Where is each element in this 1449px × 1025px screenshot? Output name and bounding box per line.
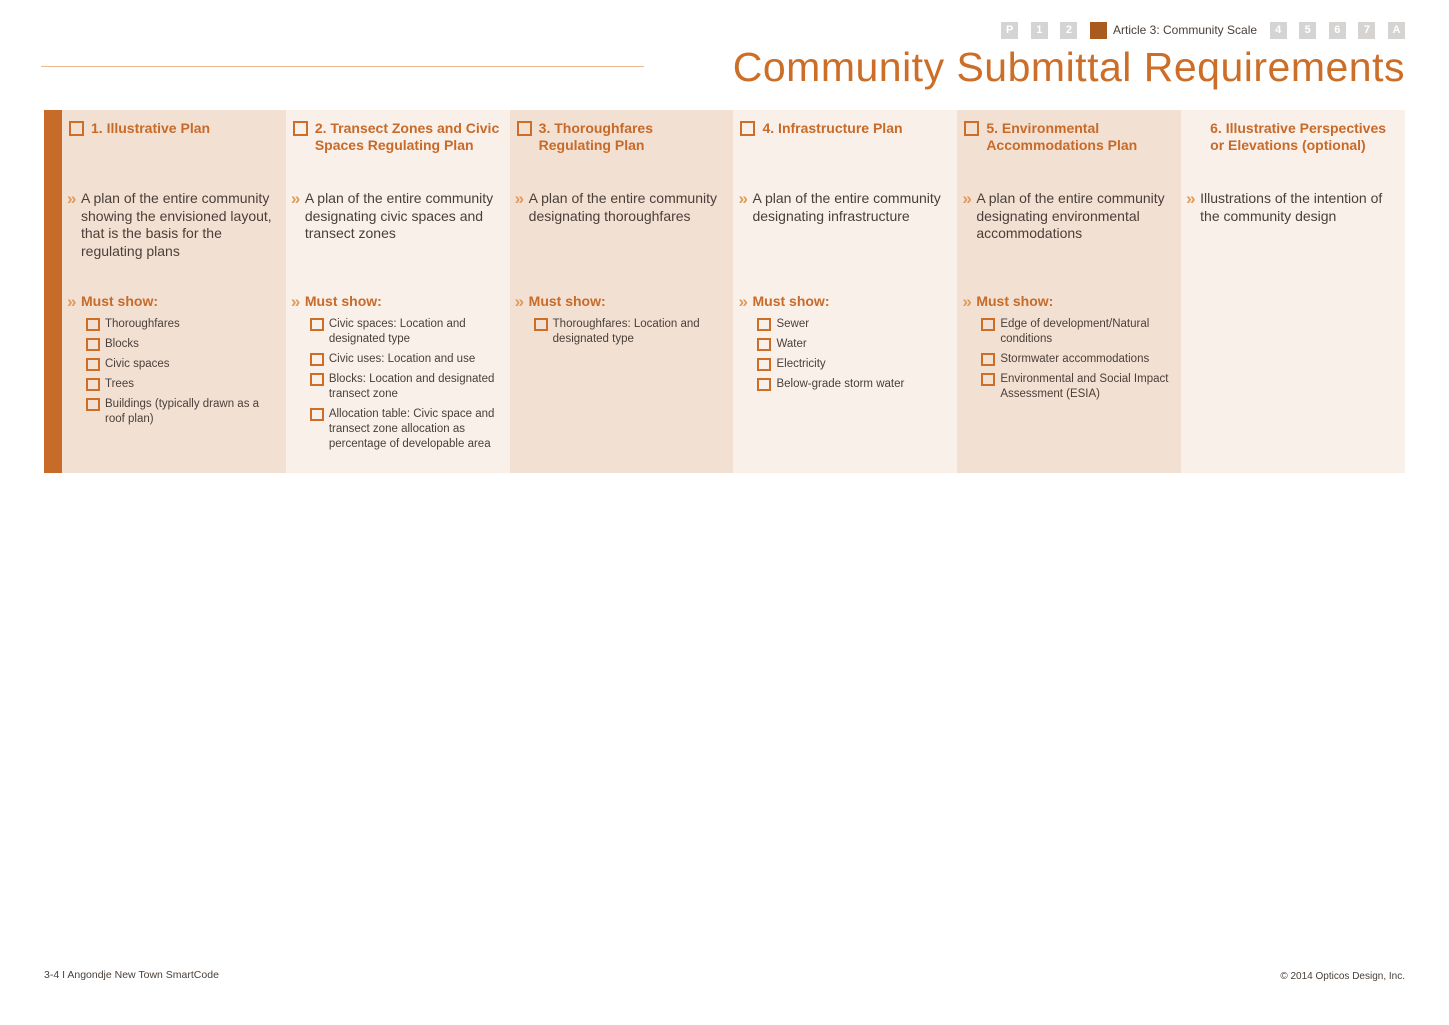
column-description: [67, 190, 281, 260]
requirement-column-4: [733, 110, 957, 473]
column-header: [69, 120, 277, 137]
checklist-item: [757, 338, 947, 352]
checklist-item-label: Blocks: [105, 338, 139, 350]
column-title: 1. Illustrative Plan: [91, 120, 211, 136]
checklist-item: [86, 398, 276, 427]
requirement-column-1: [62, 110, 286, 473]
must-show-heading: [962, 293, 1053, 310]
checkbox-icon[interactable]: [981, 353, 995, 366]
checkbox-icon[interactable]: [69, 121, 84, 136]
chevron-right-icon: »: [514, 189, 525, 208]
checklist-item: [86, 318, 276, 332]
checkbox-icon[interactable]: [86, 338, 100, 351]
checklist: [981, 318, 1171, 408]
checklist-item-label: Environmental and Social Impact Assessment (ESIA): [1000, 373, 1169, 400]
checklist-item-label: Sewer: [776, 318, 810, 330]
checklist-item: [757, 318, 947, 332]
column-title: 3. Thoroughfares Regulating Plan: [538, 120, 654, 153]
nav-tab-1[interactable]: 1: [1031, 22, 1048, 39]
accent-bar: [44, 110, 62, 473]
checkbox-icon[interactable]: [86, 358, 100, 371]
chevron-right-icon: »: [1186, 189, 1196, 208]
checkbox-icon[interactable]: [310, 373, 324, 386]
nav-tab-7[interactable]: 7: [1358, 22, 1375, 39]
must-show-label: Must show:: [528, 293, 606, 309]
chevron-right-icon: »: [514, 292, 525, 311]
column-header: [964, 120, 1172, 154]
requirement-column-5: [957, 110, 1181, 473]
requirements-table: [44, 110, 1405, 473]
checkbox-icon[interactable]: [86, 378, 100, 391]
column-title: 2. Transect Zones and Civic Spaces Regulating Plan: [314, 120, 500, 153]
column-title: 4. Infrastructure Plan: [762, 120, 903, 136]
checklist-item: [86, 358, 276, 372]
must-show-heading: [738, 293, 829, 310]
description-text: Illustrations of the intention of the community design: [1200, 190, 1383, 224]
nav-tab-p[interactable]: P: [1001, 22, 1018, 39]
checkbox-icon[interactable]: [293, 121, 308, 136]
description-text: A plan of the entire community showing the envisioned layout, that is the basis for the regulating plans: [81, 190, 272, 259]
chevron-right-icon: »: [290, 189, 301, 208]
checklist-item: [86, 378, 276, 392]
must-show-label: Must show:: [81, 293, 158, 309]
checkbox-icon[interactable]: [757, 358, 771, 371]
checklist-item-label: Thoroughfares: Location and designated type: [552, 318, 700, 345]
requirement-column-3: [510, 110, 734, 473]
chevron-right-icon: »: [738, 189, 748, 208]
checklist: [310, 318, 500, 458]
must-show-heading: [515, 293, 606, 310]
checkbox-icon[interactable]: [534, 318, 548, 331]
checklist-item-label: Electricity: [776, 358, 826, 370]
checkbox-icon[interactable]: [517, 121, 532, 136]
checkbox-icon[interactable]: [757, 378, 771, 391]
checklist-item-label: Allocation table: Civic space and transect zone allocation as percentage of developable area: [328, 408, 495, 450]
checkbox-icon[interactable]: [86, 318, 100, 331]
column-description: [291, 190, 505, 243]
must-show-heading: [291, 293, 382, 310]
checklist-item-label: Water: [776, 338, 807, 350]
column-description: [962, 190, 1176, 243]
page-title: Community Submittal Requirements: [732, 44, 1405, 90]
checkbox-icon[interactable]: [310, 408, 324, 421]
chevron-right-icon: »: [738, 292, 748, 311]
checklist-item-label: Buildings (typically drawn as a roof plan): [105, 398, 260, 425]
checklist-item: [981, 373, 1171, 402]
checklist-item: [310, 318, 500, 347]
checklist-item-label: Below-grade storm water: [776, 378, 905, 390]
column-header: [740, 120, 948, 137]
nav-tab-4[interactable]: 4: [1270, 22, 1287, 39]
checklist-item-label: Civic uses: Location and use: [328, 353, 476, 365]
chevron-right-icon: »: [962, 292, 972, 311]
chevron-right-icon: »: [67, 189, 77, 208]
footer-page-label: 3-4 I Angondje New Town SmartCode: [44, 969, 219, 981]
checklist-item: [310, 373, 500, 402]
checkbox-icon[interactable]: [740, 121, 755, 136]
column-description: [1186, 190, 1400, 225]
article-nav: [1001, 21, 1405, 39]
nav-tab-a[interactable]: A: [1388, 22, 1405, 39]
checklist-item-label: Edge of development/Natural conditions: [1000, 318, 1150, 345]
nav-tab-2[interactable]: 2: [1060, 22, 1077, 39]
checklist: [534, 318, 724, 353]
must-show-label: Must show:: [976, 293, 1054, 309]
requirement-column-2: [286, 110, 510, 473]
column-title: 6. Illustrative Perspectives or Elevations (optional): [1210, 120, 1387, 153]
checklist-item: [757, 358, 947, 372]
checklist-item-label: Trees: [105, 378, 134, 390]
column-header: [293, 120, 501, 154]
column-header: [1188, 120, 1396, 154]
nav-tab-6[interactable]: 6: [1329, 22, 1346, 39]
title-divider: [41, 66, 644, 67]
column-description: [515, 190, 729, 225]
chevron-right-icon: »: [290, 292, 301, 311]
checklist: [86, 318, 276, 433]
checklist-item: [981, 318, 1171, 347]
nav-active-label[interactable]: Article 3: Community Scale: [1112, 23, 1258, 37]
checklist-item-label: Stormwater accommodations: [1000, 353, 1150, 365]
checklist-item: [981, 353, 1171, 367]
checklist-item-label: Civic spaces: Location and designated type: [328, 318, 466, 345]
must-show-label: Must show:: [752, 293, 830, 309]
checklist-item: [310, 353, 500, 367]
chevron-right-icon: »: [67, 292, 77, 311]
column-title: 5. Environmental Accommodations Plan: [986, 120, 1138, 153]
must-show-heading: [67, 293, 158, 310]
column-description: [738, 190, 952, 225]
checkbox-icon[interactable]: [964, 121, 979, 136]
description-text: A plan of the entire community designating civic spaces and transect zones: [304, 190, 494, 241]
checklist-item: [310, 408, 500, 452]
checkbox-icon[interactable]: [86, 398, 100, 411]
checklist: [757, 318, 947, 398]
checklist-item-label: Blocks: Location and designated transect zone: [328, 373, 495, 400]
column-header: [517, 120, 725, 154]
checkbox-icon[interactable]: [757, 338, 771, 351]
checkbox-icon[interactable]: [310, 318, 324, 331]
nav-tab-5[interactable]: 5: [1299, 22, 1316, 39]
description-text: A plan of the entire community designating environmental accommodations: [976, 190, 1165, 241]
description-text: A plan of the entire community designating thoroughfares: [528, 190, 717, 224]
requirement-column-6: [1181, 110, 1405, 473]
nav-active-marker[interactable]: [1090, 22, 1107, 39]
footer-copyright: © 2014 Opticos Design, Inc.: [1280, 971, 1405, 982]
checklist-item-label: Civic spaces: [105, 358, 170, 370]
checklist-item: [86, 338, 276, 352]
checklist-item: [757, 378, 947, 392]
checkbox-icon[interactable]: [981, 373, 995, 386]
description-text: A plan of the entire community designating infrastructure: [752, 190, 941, 224]
checkbox-icon[interactable]: [757, 318, 771, 331]
chevron-right-icon: »: [962, 189, 972, 208]
checkbox-icon[interactable]: [981, 318, 995, 331]
checklist-item: [534, 318, 724, 347]
checklist-item-label: Thoroughfares: [105, 318, 180, 330]
checkbox-icon[interactable]: [310, 353, 324, 366]
must-show-label: Must show:: [304, 293, 382, 309]
